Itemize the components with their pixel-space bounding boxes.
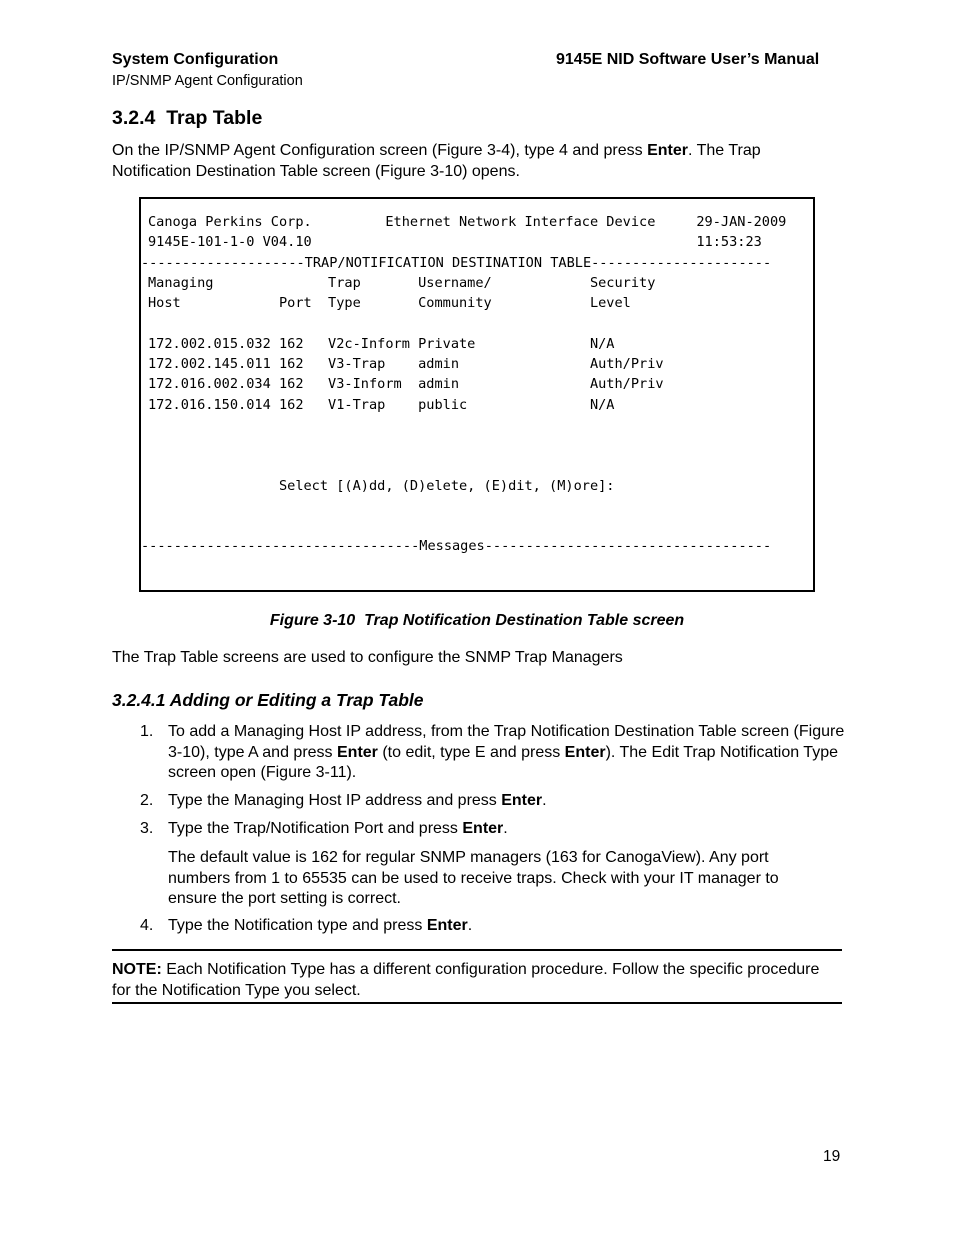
terminal-table-row: 172.002.015.032 162 V2c-Inform Private N/A <box>148 336 615 352</box>
figure-caption: Figure 3-10 Trap Notification Destination Table screen <box>269 612 685 629</box>
step-text: Type the Notification type and press Enter. <box>168 917 473 934</box>
running-header-subsection: IP/SNMP Agent Configuration <box>112 73 303 89</box>
running-header-manual-title: 9145E NID Software User’s Manual <box>556 51 820 68</box>
terminal-table-divider: --------------------TRAP/NOTIFICATION DESTINATION TABLE---------------------- <box>141 255 772 271</box>
note-paragraph: NOTE: Each Notification Type has a different configuration procedure. Follow the specific procedure for the Notification Type you select. <box>112 961 820 999</box>
step-number: 2. <box>140 792 154 809</box>
step-text: To add a Managing Host IP address, from the Trap Notification Destination Table screen (Figure 3-10), type A and press Enter (to edit, type E and press Enter). The Edit Trap Notification Type screen open (Figure 3-11). <box>168 723 845 781</box>
terminal-messages-divider: ----------------------------------Messages----------------------------------- <box>141 538 772 554</box>
note-bottom-rule <box>112 1002 842 1004</box>
body-paragraph: The Trap Table screens are used to configure the SNMP Trap Managers <box>112 649 623 666</box>
step-number: 3. <box>140 820 154 837</box>
terminal-table-row: 172.016.150.014 162 V1-Trap public N/A <box>148 397 615 413</box>
terminal-table-row: 172.002.145.011 162 V3-Trap admin Auth/Priv <box>148 356 664 372</box>
step-number: 4. <box>140 917 154 934</box>
step-text: Type the Managing Host IP address and press Enter. <box>168 792 547 809</box>
page-number: 19 <box>823 1148 841 1165</box>
terminal-column-header-2: Host Port Type Community Level <box>148 295 631 311</box>
running-header-section: System Configuration <box>112 51 279 68</box>
terminal-select-prompt: Select [(A)dd, (D)elete, (E)dit, (M)ore]: <box>148 478 615 494</box>
terminal-header-line-2: 9145E-101-1-0 V04.10 11:53:23 <box>148 234 762 250</box>
step-text: Type the Trap/Notification Port and press Enter. <box>168 820 508 837</box>
intro-paragraph: On the IP/SNMP Agent Configuration screen (Figure 3-4), type 4 and press Enter. The Trap Notification Destination Table screen (Figure 3-10) opens. <box>112 142 761 180</box>
step-3-detail: The default value is 162 for regular SNMP managers (163 for CanogaView). Any port numbers from 1 to 65535 can be used to receive traps. Check with your IT manager to ensure the port setting is correct. <box>168 849 779 907</box>
terminal-header-line-1: Canoga Perkins Corp. Ethernet Network Interface Device 29-JAN-2009 <box>148 214 787 230</box>
subsection-title: 3.2.4.1 Adding or Editing a Trap Table <box>112 690 424 710</box>
terminal-table-row: 172.016.002.034 162 V3-Inform admin Auth/Priv <box>148 376 664 392</box>
section-title: 3.2.4 Trap Table <box>112 107 263 129</box>
terminal-column-header-1: Managing Trap Username/ Security <box>148 275 656 291</box>
note-top-rule <box>112 949 842 951</box>
step-number: 1. <box>140 723 154 740</box>
